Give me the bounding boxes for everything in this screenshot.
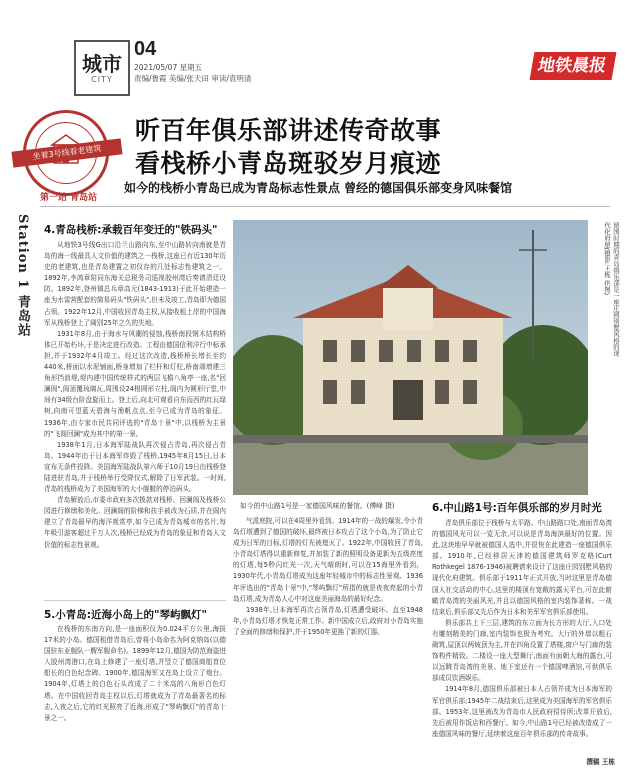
- section-name-en: CITY: [91, 74, 113, 84]
- section-4-body: [44, 240, 226, 596]
- paragraph: 青岛俱乐部位于栈桥与太平路、中山路路口处,南面青岛湾的德国风光可以一览无余,可以说是青岛海滨最好的位置。因此,这块地早早就被德国人选中,并很快在此建造一座德国俱乐部。1910年,已经移居天津的德国建筑师罗克格(Curt Rothkegel 1876-1946)被聘请来设计了这座庄园别墅风格的现代化府建筑。俱乐部于1911年正式开放,当时这里是青岛德国人社交活动的中心,这里的楼顶有宽敞的露天平台,可在此俯瞰青岛湾的美丽风光,并且以德国风格的室内装饰著称。一战结束后,俱乐部又先后作为日本和美军军官俱乐部使用。: [432, 519, 612, 616]
- headline-line-2: 看栈桥小青岛斑驳岁月痕迹: [135, 149, 442, 178]
- section-badge: [74, 40, 130, 96]
- header-divider: [40, 206, 610, 207]
- divider: [44, 600, 226, 601]
- photo-side-caption: 德国时期的青岛俱乐部是一座庄园别墅风格的现代化府屋(摄影:王栋 供图): [603, 222, 620, 357]
- photo-caption: 如今的中山路1号是一家德国风味的餐馆。(傅峰 摄): [240, 502, 395, 510]
- subheadline: 如今的栈桥小青岛已成为青岛标志性景点 曾经的德国俱乐部变身风味餐馆: [124, 181, 513, 195]
- paragraph: 青岛解放后,市委市政府多次拨款对栈桥、回澜阁及栈桥公园进行修缮和美化。回澜阁的阶梯和扶手被改为石质,并在阁内建立了青岛最早的海洋观赏亭,如今已成为青岛城市的名片,每年吸引游客超过千万人次,栈桥已经成为青岛的象征和青岛人文价值的标志性景观。: [44, 496, 226, 549]
- paragraph: 1931年8月,由于海水与风潮的侵蚀,栈桥南段钢木结构桥体已开始朽坏,于是决定进行改造。工程由德国信利洋行中标承担,并于1932年4月竣工。经过这次改造,栈桥桥长增长至约440米,桥面以水泥铺面,桥身增加了栏杆和灯柱,桥南端增建三角形挡浪堤,堤内建中国传统样式的两层飞檐八角亭一座,名"回澜阁",阁顶覆琉璃瓦,周围设24根圆形立柱,阁内为圆形厅堂,中间有34级台阶盘旋而上。登上后,向北可观看自东而西的红瓦绿树,向南可望蓝天碧海与渔帆点点,至今已成为青岛的象征。1936年,由专家市民共同评选的"青岛十景"中,以栈桥为主景的"飞阁回澜"成为其中的第一景。: [44, 329, 226, 438]
- station-tag: Station 1 青岛站: [15, 214, 30, 337]
- clubhouse-photo: [233, 220, 588, 495]
- page-number: 04: [134, 38, 157, 60]
- middle-column-body: [233, 516, 423, 774]
- stamp-ribbon: 坐着3号线看老建筑: [11, 138, 122, 167]
- section-name: 城市: [82, 51, 122, 76]
- issue-meta: [134, 62, 251, 84]
- station-label: 第一站 青岛站: [40, 193, 98, 203]
- photo-illustration: [233, 220, 588, 495]
- paragraph: 1938年,日本海军再次占领青岛,灯塔遭受破坏。直至1948年,小青岛灯塔才恢复正常工作。新中国成立后,政府对小青岛实施了全面的修缮和保护,并于1950年更换了新的灯器。: [233, 605, 423, 636]
- paragraph: 在栈桥的东南方向,是一座面积仅为0.024平方公里,海拔17米的小岛。德国租借青岛后,曾将小岛命名为阿克纳岛(以德国驻东亚舰队一艘军舰命名)。1899年12月,德国为防范海盗进入胶州湾港口,在岛上修建了一座灯塔,并竖立了德国商船首位船长的白色纪念碑。1900年,德国海军又在岛上设立了炮台。1904年,灯塔上的白色石头改成了二十米高的八角形白色灯塔。在中国收回青岛主权以后,灯塔就成为了青岛最著名的标志,入夜之后,它的红光照亮了近海,形成了"琴屿飘灯"的青岛十景之一。: [44, 625, 226, 722]
- paragraph: 1914年8月,德国俱乐部被日本人占领并成为日本海军的军官俱乐部;1945年二战结束后,这里成为美国海军的军官俱乐部。1953年,这里被改为青岛市人民政府招待所;改革开放后,先后被用作饭店和西餐厅。如今,中山路1号已经被改造成了一座德国风味的餐厅,延续着这座百年俱乐部的传奇故事。: [432, 685, 612, 738]
- issue-date: 2021/05/07 星期五: [134, 63, 203, 72]
- headline: [135, 114, 441, 180]
- editor-credits: 责编/鲁霞 美编/张天田 审读/袁明清: [134, 74, 252, 83]
- paragraph: 俱乐部共上下三层,建筑的东立面为长方形的大厅,入口处有雕刻精美的门廊,室内装饰也极为考究。大厅的外墙以粗石砌筑,屋顶以两坡顶为主,并在四角设置了塔楼,窗户与门廊的装饰构件精致。二楼设一座大型舞厅,南面有面朝大海的露台,可以远眺青岛湾的美景。地下室还有一个德国啤酒馆,可供俱乐部成员饮酒娱乐。: [432, 618, 612, 683]
- section-5-title: 5.小青岛:近海小岛上的"琴屿飘灯": [44, 609, 207, 621]
- paragraph: 从地铁3号线G出口沿兰山路向东,至中山路转向南就是青岛的海一线最具人文价值的建筑之一栈桥,这座已有近130年历史的老建筑,也是青岛建置之初仅存的几处标志性建筑之一。1892年,李鸿章陪同东海关总税务司巡视胶州湾后奏请清廷设防。1892年,登州镇总兵章高元(1843-1913)于此开始建造一座为水雷营配套的简易码头"铁码头",但未及竣工,青岛即为德国占领。1922年12月,中国收回青岛主权,从接收租上岸的中国海军从栈桥登上了阔别25年之久的失地。: [44, 241, 226, 327]
- section-5-body: [44, 624, 226, 772]
- section-6-title: 6.中山路1号:百年俱乐部的岁月时光: [432, 502, 602, 514]
- paragraph: 气派庭院,可以在4周里外看到。1914年的一战的爆发,令小青岛灯塔遭到了德国的破坏,最终被日本攻占了这个小岛,为了防止它成为日军的目标,灯塔的灯光被熄灭了。1922年,中国收回了青岛,小青岛灯塔得以重新修复,并加装了新的照明设备更新为五级亮度的灯塔,每5秒闪红光一次,天气晴朗时,可以在15海里外看到。1930年代,小青岛灯塔成为这座年轻城市中的标志性景观。1936年评选出的"青岛十景"中,"琴屿飘灯"所指的就是夜夜亮起的小青岛灯塔,成为青岛人心中对这座美丽海岛的最好纪念。: [233, 517, 423, 603]
- section-4-title: 4.青岛栈桥:承载百年变迁的"铁码头": [44, 224, 218, 236]
- headline-line-1: 听百年俱乐部讲述传奇故事: [135, 116, 442, 145]
- newspaper-logo: 地铁晨报: [530, 52, 617, 80]
- paragraph: 1938年1月,日本海军陆战队再次侵占青岛,再次侵占青岛。1944年由于日本海军炸毁了栈桥,1945年8月15日,日本宣布无条件投降。美国海军陆战队第六师于10月19日由栈桥登陆进驻青岛,并于栈桥举行受降仪式,解除了日军武装。一时间,青岛的栈桥成为了美国海军的大小舰艇的停泊码头。: [44, 440, 226, 494]
- section-6-body: [432, 518, 612, 754]
- byline: 撰稿 王栋: [586, 758, 615, 766]
